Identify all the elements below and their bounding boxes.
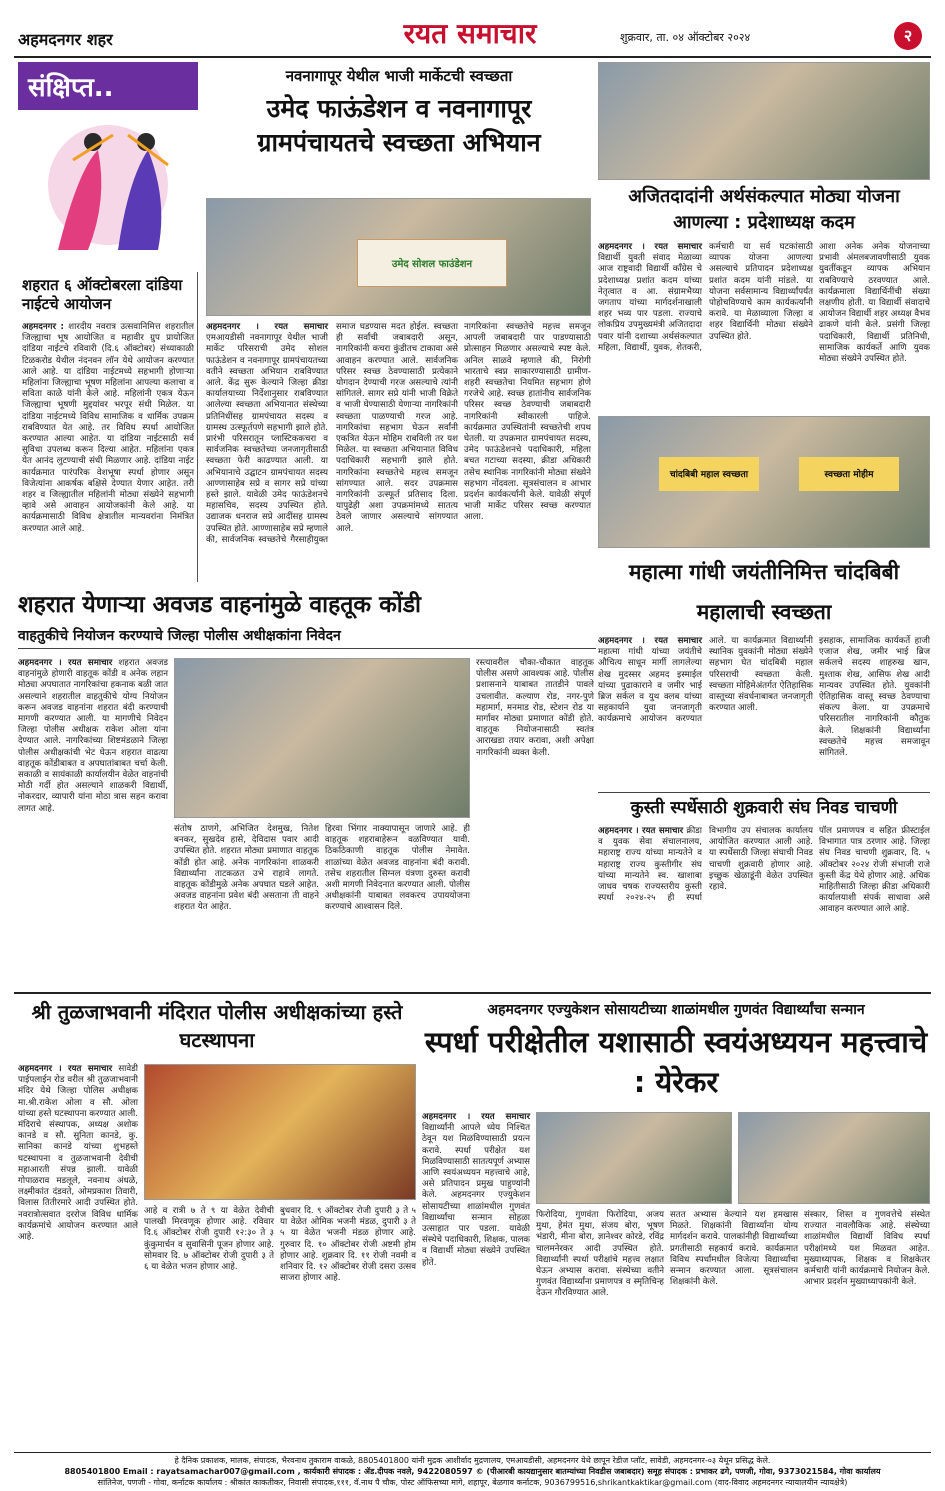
story4-byline: अहमदनगर । रयत समाचार — [18, 658, 113, 668]
story3-col2 — [819, 636, 930, 759]
story6-col1 — [18, 1064, 138, 1448]
story2-col — [598, 242, 813, 412]
story4-subhead: वाहतुकीचे नियोजन करण्याचे जिल्हा पोलीस अधीक्षकांना निवेदन — [18, 626, 596, 649]
story4-text2: संतोष ठाणगे, अभिजित देशमुख, नितेश बनकर, सुखदेव हासे, देविदास पवार आदी उपस्थित होते. शहरात मोठ्या प्रमाणात वाहतूक कोंडी होत आहे. अनेक नागरिकांना शाळकरी विद्यार्थ्यांना ताटकळत उभे राहावे लागते. वाहतूक कोंडीमुळे अनेक अपघात घडले आहेत. अवजड वाहनांना प्रवेश बंदी असताना ती वाहने शहरात येत आहेत. — [174, 824, 319, 913]
story4-col4 — [476, 658, 594, 988]
story7-headline: स्पर्धा परीक्षेतील यशासाठी स्वयंअध्ययन महत्त्वाचे : येरेकर — [424, 1025, 928, 1099]
story7-col2 — [536, 1210, 664, 1448]
story7-photo-right — [738, 1112, 930, 1204]
brief-text: शारदीय नवरात्र उत्सवानिमित्त शहरातील जिल्ह्याचा भूष आयोजित व महावीर ग्रुप प्रायोजित दांडिया नाईटचे रविवारी (दि.६ ऑक्टोबर) संध्याकाळी टिळकरोड येथील नंदनवन लॉन येथे आयोजन करण्यात आले आहे. या दांडिया नाईटमध्ये सहभागी होणाऱ्या महिलांना जिल्ह्याचा भूषण महिलांना आपल्या कलाचा व सविता काळे यांनी केले आहे. महिलांनी एकत्र येऊन जिल्ह्याचा भूषणी मुद्दयांवर भरपूर संधी मिळेल. या दांडिया नाईटमध्ये विविध सामाजिक व धार्मिक उपक्रम राबविण्यात येत आहे. तर विविध स्पर्धा आयोजित करण्यात आल्या आहेत. या दांडिया नाईटसाठी सर्व सुविधा उपलब्ध करून दिल्या आहेत. महिलांना एकत्र येत आनंद लुटण्याची संधी मिळणार आहे. दांडिया नाईट कार्यक्रमात पारंपरिक वेशभूषा स्पर्धा होणार असून विजेत्यांना आकर्षक बक्षिसे देण्यात येणार आहेत. तरी शहर व जिल्ह्यातील महिलांनी मोठ्या संख्येने सहभागी व्हावे असे आवाहन आयोजकांनी केले आहे. या कार्यक्रमासाठी विविध क्षेत्रातील मान्यवरांना निमंत्रित करण्यात आले आहे. — [22, 322, 195, 534]
story7-col1 — [422, 1112, 530, 1448]
story5-col — [598, 826, 813, 976]
story5-col2 — [819, 826, 930, 976]
story4-text: शहरात अवजड वाहनांमुळे होणारी वाहतूक कोंडी व अनेक लहान मोठ्या अपघातात नागरिकांचा हकनाक बळी जात असल्याने शहरातील वाहतुकीचे योग्य नियोजन करून अवजड वाहनांना शहरात बंदी करण्याची मागणी करण्यात आली. या मागणीचे निवेदन जिल्हा पोलीस अधीक्षक राकेश ओला यांना देण्यात आले. नागरिकांच्या शिष्टमंडळाने जिल्हा पोलीस अधीक्षकांची भेट घेऊन शहरात वाढत्या वाहतूक कोंडीबाबत व अपघातांबाबत चर्चा केली. सकाळी व सायंकाळी कार्यालयीन वेळेत वाहनांची मोठी गर्दी होत असल्याने शाळकरी विद्यार्थी, नोकरदार, व्यापारी यांना मोठा त्रास सहन करावा लागत आहे. — [18, 658, 168, 814]
footer-line1: हे दैनिक प्रकाशक, मालक, संपादक, भैरवनाथ तुकाराम वाकळे, 8805401800 यांनी मुद्रक आशीर्वाद मुद्रणालय, एमआयडीसी, अहमदनगर येथे छापून रेडीज प्लॉट, सावेडी, अहमदनगर-०३ येथून प्रसिद्ध केले. — [174, 1456, 771, 1465]
story2-col2 — [819, 242, 930, 412]
story1-col — [206, 322, 458, 574]
story6-byline: अहमदनगर । रयत समाचार — [18, 1064, 113, 1074]
story7-photo-left — [536, 1112, 732, 1204]
footer-line3: सांतिनेज, पणजी - गोवा, कर्नाटक कार्यालय : श्रीकांत काकतीकर, निवासी संपादक,१११, वॅ.नाथ पै चौक, पोस्ट ऑफिसच्या मागे, शहापूर, बेळगाव कर्नाटक, 9036799516,shrikantkaktikar@gmail.com (वाद-विवाद अहमदनगर न्यायालयीन न्यायक्षेत्रे) — [97, 1478, 848, 1487]
brief-body — [22, 322, 194, 578]
story3-photo — [598, 416, 930, 548]
story7-text2: फिरोदिया, गुणवंता फिरोदिया, अजय मुथा, हेमंत मुथा, संजय बोरा, भूषण भंडारी, मीना बोरा, ज्ञानेश्वर कोरडे, रविंद्र चालमनेरकर आदी उपस्थित होते. विद्यार्थ्यांनी स्पर्धा परीक्षांचे महत्त्व लक्षात घेऊन अभ्यास करावा. संस्थेच्या वतीने गुणवंत विद्यार्थ्यांना प्रमाणपत्र व स्मृतिचिन्ह देऊन गौरविण्यात आले. — [536, 1210, 664, 1299]
story4-col1 — [18, 658, 168, 988]
story7-text4: संस्कार, शिस्त व गुणवत्तेचे संस्थेत राज्यात नावलौकिक आहे. संस्थेच्या शाळांमधील विद्यार्थी विविध स्पर्धा परीक्षांमध्ये यश मिळवत आहेत. मुख्याध्यापक, शिक्षक व शिक्षकेतर कर्मचारी यांनी कार्यक्रमाचे नियोजन केले. आभार प्रदर्शन मुख्याध्यापकांनी केले. — [804, 1210, 930, 1288]
story2-text2: आशा अनेक अनेक योजनाच्या प्रभावी अंमलबजावणीसाठी युवक युवतींकडून व्यापक अभियान राबविण्याचे ठरवण्यात आले. कार्यक्रमाला विद्यार्थिनींची संख्या लक्षणीय होती. या विद्यार्थी संवादाचे आयोजन विद्यार्थी शहर अध्यक्ष वैभव ढाकणे यांनी केले. प्रसंगी जिल्हा पदाधिकारी, विद्यार्थी प्रतिनिधी, सामाजिक कार्यकर्ते आणि युवक मोठ्या संख्येने उपस्थित होते. — [819, 242, 930, 365]
story1-kicker: नवनागापूर येथील भाजी मार्केटची स्वच्छता — [285, 67, 513, 85]
story3-col — [598, 636, 813, 744]
brief-label: संक्षिप्त.. — [18, 62, 198, 110]
section-label: अहमदनगर शहर — [18, 30, 113, 49]
story2-headline: अजितदादांनी अर्थसंकल्पात मोठ्या योजना आणल्या : प्रदेशाध्यक्ष कदम — [628, 186, 900, 233]
story1-text2: नागरिकांना स्वच्छतेचे महत्त्व समजून आपली जबाबदारी पार पाडण्यासाठी प्रोत्साहन मिळणार असल्याचे स्पष्ट केले. अनिल साळवे म्हणाले की, निरोगी भारताचे स्वप्न साकारण्यासाठी ग्रामीण-शहरी स्वच्छतेचा नियमित सहभाग होणे गरजेचे आहे. स्वच्छ हातांनीच सार्वजनिक परिसर स्वच्छ ठेवण्याची जबाबदारी नागरिकांनी स्वीकारली पाहिजे. कार्यक्रमात उपस्थितांनी स्वच्छतेची शपथ घेतली. या उपक्रमात ग्रामपंचायत सदस्य, उमेद फाऊंडेशनचे पदाधिकारी, महिला बचत गटाच्या सदस्या, क्रीडा अधिकारी तसेच स्थानिक नागरिकांनी मोठ्या संख्येने सहभाग नोंदवला. सूत्रसंचालन व आभार प्रदर्शन कार्यकर्त्यांनी केले. यावेळी संपूर्ण भाजी मार्केट परिसर स्वच्छ करण्यात आला. — [464, 322, 591, 523]
story2-photo — [598, 62, 930, 180]
story7-kicker: अहमदनगर एज्युकेशन सोसायटीच्या शाळांमधील गुणवंत विद्यार्थ्यांचा सन्मान — [487, 1002, 865, 1018]
story4-col2 — [174, 824, 319, 988]
masthead — [0, 0, 945, 58]
story3-banner-left: चांदबिबी महाल स्वच्छता — [659, 457, 759, 491]
story4-text3: हिरवा भिंगार नाक्यापासून जाणारे आहे. ही वाहतूक शहराबाहेरून वळविण्यात यावी. ठिकठिकाणी वाहतूक पोलीस नेमावेत. शाळांच्या वेळेत अवजड वाहनांना बंदी करावी. तसेच शहरातील सिग्नल यंत्रणा दुरुस्त करावी अशी मागणी निवेदनात करण्यात आली. पोलीस अधीक्षकांनी याबाबत लवकरच उपाययोजना करण्याचे आश्वासन दिले. — [325, 824, 470, 913]
paper-name: रयत समाचार — [403, 17, 537, 50]
masthead-rule — [14, 56, 931, 58]
story7-col4 — [804, 1210, 930, 1448]
story6-text3: बुधवार दि. ९ ऑक्टोबर रोजी दुपारी ३ ते ५ या वेळेत ओमिक भजनी मंडळ, दुपारी ३ ते ५ या वेळेत भजनी मंडळ होणार आहे. गुरुवार दि. १० ऑक्टोबर रोजी अष्टमी होम होणार आहे. शुक्रवार दि. ११ रोजी नवमी व शनिवार दि. १२ ऑक्टोबर रोजी दसरा उत्सव साजरा होणार आहे. — [280, 1206, 416, 1284]
story1-banner: उमेद सोशल फाउंडेशन — [357, 239, 507, 287]
story3-byline: अहमदनगर । रयत समाचार — [598, 636, 702, 646]
page-number: २ — [894, 22, 922, 50]
story1-photo — [206, 198, 591, 316]
story1-text: एमआयडीसी नवनागापूर येथील भाजी मार्केट परिसराची उमेद सोशल फाऊंडेशन व नवनागापूर ग्रामपंचायतच्या वतीने स्वच्छता अभियान राबविण्यात आले. केंद्र सुरू केल्याने जिल्हा क्रीडा कार्यालयाच्या निर्देशानुसार राबविण्यात आलेल्या स्वच्छता अभियानात संस्थेच्या प्रतिनिधींसह ग्रामपंचायत सदस्य व ग्रामस्थ उत्स्फूर्तपणे सहभागी झाले होते. प्रारंभी परिसरातून प्लास्टिककचरा व सार्वजनिक स्वच्छतेच्या जनजागृतीसाठी स्वच्छता फेरी काढण्यात आली. या अभियानाचे उद्घाटन ग्रामपंचायत सदस्य आण्णासाहेब सप्रे व सागर सप्रे यांच्या हस्ते झाले. यावेळी उमेद फाऊंडेशनचे महासचिव, सदस्य उपस्थित होते. उद्याजक धनराज सप्रे आदींसह ग्रामस्थ उपस्थित होते. आण्णासाहेब सप्रे म्हणाले की, सार्वजनिक स्वच्छतेचे गैरसाहीयुक्त समाज घडण्यास मदत होईल. स्वच्छता ही सर्वांची जबाबदारी असून, नागरिकांनी कचरा कुंडीतच टाकावा असे आवाहन करण्यात आले. सार्वजनिक परिसर स्वच्छ ठेवण्यासाठी प्रत्येकाने योगदान देण्याची गरज असल्याचे त्यांनी सांगितले. सागर सप्रे यांनी भाजी विक्रेते व भाजी घेण्यासाठी येणाऱ्या नागरिकांनी स्वच्छता पाळण्याची गरज आहे. नागरिकांचा सहभाग घेऊन सर्वांनी एकत्रित येऊन मोहिम राबविली तर यश मिळेल. या स्वच्छता अभियानात विविध पदाधिकारी सहभागी झाले होते. नागरिकांना स्वच्छतेचे महत्त्व समजून सांगण्यात आले. सदर उपक्रमास नागरिकांनी उत्स्फूर्त प्रतिसाद दिला. यापुढेही अशा उपक्रमांमध्ये सातत्य ठेवले जाणार असल्याचे सांगण्यात आले. — [206, 322, 458, 545]
story7-byline: अहमदनगर । रयत समाचार — [422, 1112, 530, 1122]
issue-date: शुक्रवार, ता. ०४ ऑक्टोबर २०२४ — [620, 31, 751, 44]
story7-text3: सतत अभ्यास केल्याने यश हमखास मिळते. शिक्षकांनी विद्यार्थ्यांना योग्य मार्गदर्शन करावे. पालकांनीही विद्यार्थ्यांच्या प्रगतीसाठी सहकार्य करावे. कार्यक्रमात विविध स्पर्धांमधील विजेत्या विद्यार्थ्यांचा सन्मान करण्यात आला. सूत्रसंचालन शिक्षकांनी केले. — [670, 1210, 798, 1288]
brief-byline: अहमदनगर : — [22, 322, 64, 332]
story5-byline: अहमदनगर । रयत समाचार — [598, 826, 684, 836]
story7-text: विद्यार्थ्यांनी आपले ध्येय निश्चित ठेवून यश मिळविण्यासाठी प्रयत्न करावे. स्पर्धा परीक्षेत यश मिळविण्यासाठी सातत्यपूर्ण अभ्यास आणि स्वयंअध्ययन महत्त्वाचे आहे, असे प्रतिपादन प्रमुख पाहुण्यांनी केले. अहमदनगर एज्युकेशन सोसायटीच्या शाळांमधील गुणवंत विद्यार्थ्यांचा सन्मान सोहळा उत्साहात पार पडला. यावेळी संस्थेचे पदाधिकारी, शिक्षक, पालक व विद्यार्थी मोठ्या संख्येने उपस्थित होते. — [422, 1123, 530, 1268]
brief-box — [18, 62, 198, 582]
story6-headline: श्री तुळजाभवानी मंदिरात पोलीस अधीक्षकांच्या हस्ते घटस्थापना — [31, 1000, 403, 1052]
story5-text: क्रीडा व युवक सेवा संचालनालय, महाराष्ट्र राज्य यांच्या मान्यतेने व महाराष्ट्र राज्य कुस्तीगीर संघ यांच्या मान्यतेने स्व. खाशाबा जाधव चषक राज्यस्तरीय कुस्ती स्पर्धा २०२४-२५ ही स्पर्धा विभागीय उप संचालक कार्यालय आयोजित करण्यात आली आहे. या स्पर्धेसाठी जिल्हा संघाची निवड चाचणी शुक्रवारी होणार आहे. इच्छुक खेळाडूंनी वेळेत उपस्थित रहावे. — [598, 826, 813, 904]
story2-byline: अहमदनगर । रयत समाचार — [598, 242, 702, 252]
dandiya-illustration — [18, 110, 198, 272]
footer-line2: 8805401800 Email : rayatsamachar007@gmail.com , कार्यकारी संपादक : ॲड.दीपक नवले, 9422080597 © (पीआरबी कायद्यानुसार बातम्यांच्या निवडीस जबाबदार) समूह संपादक : प्रभाकर ढगे, पणजी, गोवा, 9373021584, गोवा कार्यालय — [64, 1467, 881, 1476]
story7-col3 — [670, 1210, 798, 1448]
section-rule — [14, 992, 931, 994]
story3-text2: इसहाक, सामाजिक कार्यकर्ते हाजी एजाज शेख, जमीर भाई ब्रिज सर्कलचे सदस्य शाहरुख खान, मुश्ताक शेख, आसिफ शेख आदी मान्यवर उपस्थित होते. युवकांनी ऐतिहासिक वास्तू स्वच्छ ठेवण्याचा संकल्प केला. या उपक्रमाचे परिसरातील नागरिकांनी कौतुक केले. शिक्षकांनी विद्यार्थ्यांना स्वच्छतेचे महत्त्व समजावून सांगितले. — [819, 636, 930, 759]
story4-headline: शहरात येणाऱ्या अवजड वाहनांमुळे वाहतूक कोंडी — [18, 592, 421, 618]
story5-text2: पॉल प्रमाणपत्र व सहित फ्रीस्टाईल विभागात पात्र ठरणार आहे. जिल्हा संघ निवड चाचणी शुक्रवार, दि. ५ ऑक्टोबर २०२४ रोजी संभाजी राजे कुस्ती केंद्र येथे होणार आहे. अधिक माहितीसाठी जिल्हा क्रीडा अधिकारी कार्यालयाशी संपर्क साधावा असे आवाहन करण्यात आले आहे. — [819, 826, 930, 915]
story6-photo — [144, 1064, 416, 1200]
story4-text4: रस्त्यावरील चौका-चौकात वाहतूक पोलीस असणे आवश्यक आहे. पोलीस प्रशासनाने याबाबत तातडीने पावले उचलावीत. कल्याण रोड, नगर-पुणे महामार्ग, मनमाड रोड, स्टेशन रोड या मार्गांवर मोठ्या प्रमाणात कोंडी होते. वाहतूक नियोजनासाठी स्वतंत्र आराखडा तयार करावा, अशी अपेक्षा नागरिकांनी व्यक्त केली. — [476, 658, 594, 758]
story4-col3 — [325, 824, 470, 988]
story5-headline: कुस्ती स्पर्धेसाठी शुक्रवारी संघ निवड चाचणी — [598, 792, 930, 821]
story6-text2: आहे व रात्री ७ ते ९ या वेळेत देवीची पालखी मिरवणूक होणार आहे. रविवार दि.६ ऑक्टोबर रोजी दुपारी १२:३० ते ३ कुंकुमार्चन व सुवासिनी पूजन होणार आहे. सोमवार दि. ७ ऑक्टोबर रोजी दुपारी ३ ते ६ या वेळेत भजन होणार आहे. — [144, 1206, 274, 1273]
story6-col2 — [144, 1206, 274, 1448]
story6-col3 — [280, 1206, 416, 1448]
brief-headline: शहरात ६ ऑक्टोबरला दांडिया नाईटचे आयोजन — [22, 276, 183, 313]
footer — [14, 1455, 931, 1488]
story6-text: सावेडी पाईपलाईन रोड वरील श्री तुळजाभवानी मंदिर येथे जिल्हा पोलिस अधीक्षक मा.श्री.राकेश ओला व सौ. ओला यांच्या हस्ते घटस्थापना करण्यात आली. मंदिराचे संस्थापक, अध्यक्ष अशोक कानडे व सौ. सुनिता कानडे, कु. सानिका कानडे यांच्या शुभहस्ते घटस्थापना व तुळजाभवानी देवीची महाआरती संपन्न झाली. यावेळी गोपाळराव मडलूले, नवनाथ अंधळे, लक्ष्मीकांत दंडवते, ओमप्रकाश तिवारी, विलास तितीरमारे आदी उपस्थित होते. नवरात्रोत्सवात दररोज विविध धार्मिक कार्यक्रमांचे आयोजन करण्यात आले आहे. — [18, 1064, 138, 1243]
story4-photo — [174, 658, 470, 818]
story3-text: महात्मा गांधी यांच्या जयंतीचे औचित्य साधून मार्गी लागलेल्या शेख मुदस्सर अहमद इस्माईल यांच्या पुढाकाराने व जमीर भाई ब्रिज सर्कल व युथ क्लब यांच्या सहकार्याने युवा जनजागृती कार्यक्रमाचे आयोजन करण्यात आले. या कार्यक्रमात विद्यार्थ्यांनी स्थानिक युवकांनी मोठ्या संख्येने सहभाग घेत चांदबिबी महाल परिसराची स्वच्छता केली. स्वच्छता मोहिमेअंतर्गत ऐतिहासिक वास्तूच्या संवर्धनाबाबत जनजागृती करण्यात आली. — [598, 636, 813, 725]
story2-text: विद्यार्थी युवती संवाद मेळाव्या आज राष्ट्रवादी विद्यार्थी काँग्रेस चे प्रदेशाध्यक्ष प्रशांत कदम यांच्या नेतृत्वात व आ. संग्रामभैय्या जगताप यांच्या मार्गदर्शनाखाली शहर भव्य पार पडला. राज्याचे लोकप्रिय उपमुख्यमंत्री अजितदादा पवार यांनी दशाच्या अर्थसंकल्पात महिला, विद्यार्थी, युवक, शेतकरी, कर्मचारी या सर्व घटकांसाठी व्यापक योजना आणल्या असल्याचे प्रतिपादन प्रदेशाध्यक्ष प्रशांत कदम यांनी मांडले. या योजना सर्वसामान्य विद्यार्थ्यांपर्यंत पोहोचविण्याचे काम कार्यकर्त्यांनी करावे. या मेळाव्याला जिल्हा व शहर विद्यार्थिनी मोठ्या संख्येने उपस्थित होते. — [598, 242, 813, 353]
story3-banner-right: स्वच्छता मोहीम — [799, 457, 899, 491]
story1-col2 — [464, 322, 591, 574]
story1-headline: उमेद फाऊंडेशन व नवनागापूर ग्रामपंचायतचे स्वच्छता अभियान — [257, 94, 541, 157]
footer-rule — [14, 1452, 931, 1453]
story1-byline: अहमदनगर । रयत समाचार — [206, 322, 328, 332]
story3-headline: महात्मा गांधी जयंतीनिमित्त चांदबिबी महालाची स्वच्छता — [628, 560, 900, 624]
